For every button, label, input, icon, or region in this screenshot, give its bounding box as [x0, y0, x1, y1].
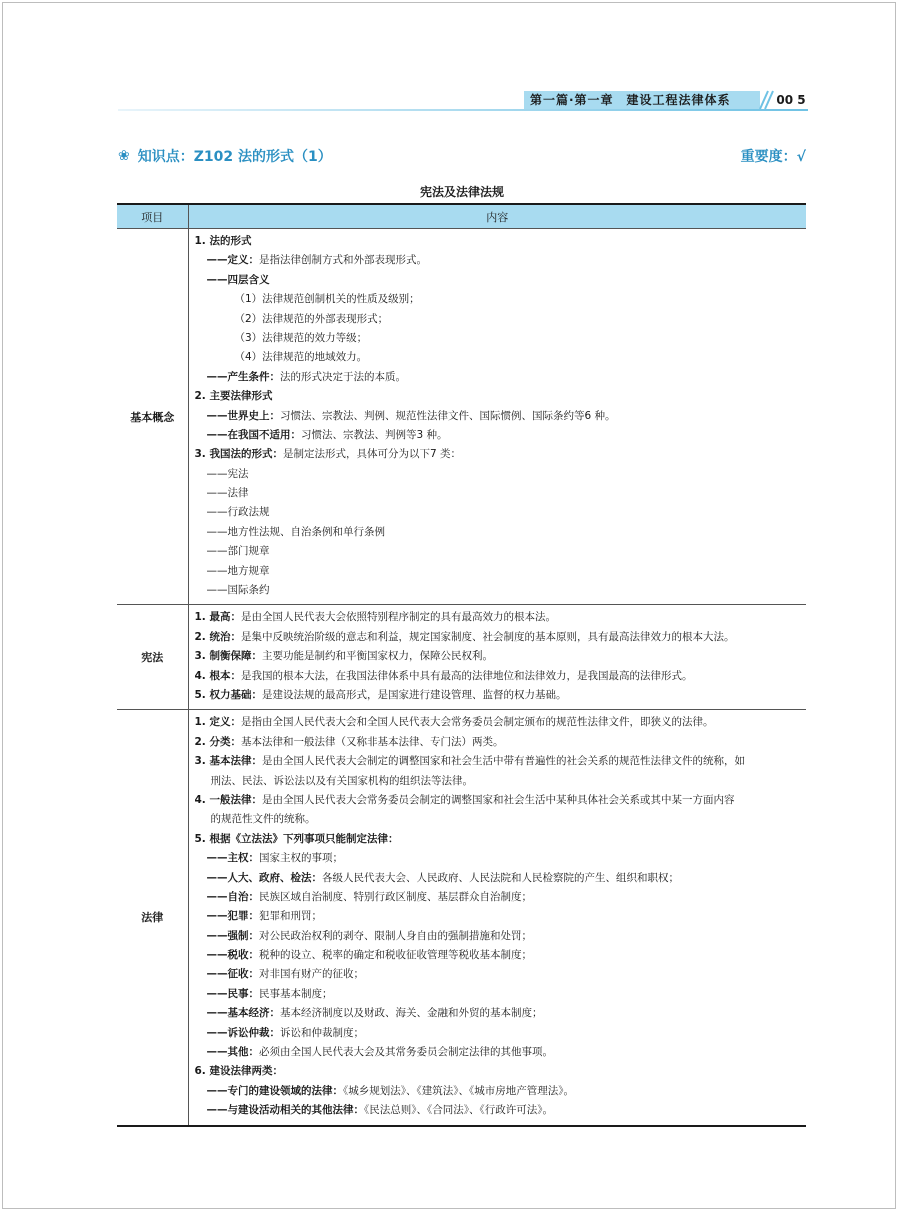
line-text: （3）法律规范的效力等级； — [234, 331, 368, 344]
line-heading: ——在我国不适用： — [206, 428, 301, 441]
content-line — [195, 445, 807, 464]
content-line — [195, 772, 807, 791]
line-text: 必须由全国人民代表大会及其常务委员会制定法律的其他事项。 — [259, 1046, 553, 1059]
line-text: ——部门规章 — [206, 545, 270, 558]
column-header-content: 内容 — [188, 204, 806, 229]
line-text: 犯罪和刑罚； — [259, 910, 322, 923]
line-text: 《民法总则》、《合同法》、《行政许可法》。 — [364, 1104, 553, 1117]
content-line — [195, 562, 807, 581]
line-heading: ——世界史上： — [206, 409, 280, 422]
content-line — [195, 1062, 807, 1081]
line-heading: ——产生条件： — [206, 370, 280, 383]
section-content — [188, 710, 806, 1126]
line-heading: ——征收： — [206, 968, 259, 981]
line-text: （1）法律规范创制机关的性质及级别； — [234, 293, 420, 306]
page-number: 00 5 — [776, 93, 806, 107]
line-text: 民事基本制度； — [259, 987, 333, 1000]
content-line — [195, 484, 807, 503]
line-heading: ——主权： — [206, 852, 259, 865]
line-heading: 1. 定义： — [194, 716, 241, 729]
line-heading: ——与建设活动相关的其他法律： — [206, 1104, 364, 1117]
line-text: 基本法律和一般法律（又称非基本法律、专门法）两类。 — [240, 735, 504, 748]
line-heading: 4. 一般法律： — [194, 793, 262, 806]
importance-rating: 重要度：√ — [740, 149, 806, 165]
content-line — [195, 830, 807, 849]
line-heading: 2. 分类： — [194, 735, 241, 748]
line-text: ——地方性法规、自治条例和单行条例 — [206, 525, 385, 538]
content-line — [195, 985, 807, 1004]
table-row — [117, 229, 806, 605]
content-line — [195, 907, 807, 926]
content-line — [195, 965, 807, 984]
chapter-title: 第一篇·第一章 建设工程法律体系 — [524, 91, 760, 109]
table-row — [117, 710, 806, 1126]
line-text: 的规范性文件的统称。 — [210, 813, 316, 826]
line-text: ——行政法规 — [206, 506, 270, 519]
line-heading: 3. 我国法的形式： — [194, 448, 283, 461]
content-line — [195, 667, 807, 686]
content-line — [195, 465, 807, 484]
table-row — [117, 605, 806, 710]
line-heading: 3. 基本法律： — [194, 755, 262, 768]
line-text: 国家主权的事项； — [259, 852, 343, 865]
content-line — [195, 368, 807, 387]
content-line — [195, 1004, 807, 1023]
content-line — [195, 1024, 807, 1043]
line-text: 主要功能是制约和平衡国家权力，保障公民权利。 — [261, 650, 493, 663]
line-text: （2）法律规范的外部表现形式； — [234, 312, 389, 325]
line-heading: 6. 建设法律两类： — [194, 1065, 283, 1078]
knowledge-point — [118, 146, 332, 166]
line-text: ——地方规章 — [206, 564, 270, 577]
line-heading: ——专门的建设领域的法律： — [206, 1084, 343, 1097]
content-line — [195, 542, 807, 561]
content-line — [195, 713, 807, 732]
content-line — [195, 232, 807, 251]
content-line — [195, 251, 807, 270]
content-line — [195, 888, 807, 907]
section-content — [188, 605, 806, 710]
section-name: 法律 — [117, 710, 188, 1126]
content-line — [195, 1101, 807, 1120]
section-name: 宪法 — [117, 605, 188, 710]
line-text: 是由全国人民代表大会依照特别程序制定的具有最高效力的根本法。 — [240, 611, 556, 624]
line-heading: ——税收： — [206, 949, 259, 962]
content-line — [195, 752, 807, 771]
line-text: ——国际条约 — [206, 584, 270, 597]
law-forms-table — [117, 203, 806, 1127]
content-line — [195, 310, 807, 329]
content-line — [195, 271, 807, 290]
line-text: ——法律 — [206, 487, 249, 500]
line-heading: 5. 根据《立法法》下列事项只能制定法律： — [194, 832, 399, 845]
content-line — [195, 869, 807, 888]
line-text: 对非国有财产的征收； — [259, 968, 364, 981]
line-heading: ——强制： — [206, 929, 259, 942]
content-line — [195, 647, 807, 666]
content-line — [195, 810, 807, 829]
column-header-item: 项目 — [117, 204, 188, 229]
line-text: 法的形式决定于法的本质。 — [280, 370, 406, 383]
table-title: 宪法及法律法规 — [419, 185, 504, 199]
line-text: 税种的设立、税率的确定和税收征收管理等税收基本制度； — [259, 949, 532, 962]
header-rule — [118, 109, 808, 111]
line-heading: ——其他： — [206, 1046, 259, 1059]
line-text: 习惯法、宗教法、判例等3 种。 — [301, 428, 448, 441]
content-line — [195, 348, 807, 367]
line-text: 是由全国人民代表大会常务委员会制定的调整国家和社会生活中某种具体社会关系或其中某一方面内容 — [261, 793, 735, 806]
line-heading: 5. 权力基础： — [194, 688, 262, 701]
content-line — [195, 329, 807, 348]
knowledge-point-label: 知识点：Z102 法的形式（1） — [137, 149, 332, 165]
content-line — [195, 608, 807, 627]
line-text: 是制定法形式，具体可分为以下7 类： — [282, 448, 461, 461]
line-text: 对公民政治权利的剥夺、限制人身自由的强制措施和处罚； — [259, 929, 532, 942]
line-heading: 1. 最高： — [194, 611, 241, 624]
line-heading: 1. 法的形式 — [194, 235, 252, 247]
line-text: 是指由全国人民代表大会和全国人民代表大会常务委员会制定颁布的规范性法律文件，即狭义的法律。 — [240, 716, 714, 729]
line-heading: 4. 根本： — [194, 669, 241, 682]
line-heading: ——四层含义 — [206, 273, 270, 286]
line-text: 诉讼和仲裁制度； — [280, 1026, 364, 1039]
section-name: 基本概念 — [117, 229, 188, 605]
line-text: 是指法律创制方式和外部表现形式。 — [259, 254, 427, 267]
line-heading: ——诉讼仲裁： — [206, 1026, 280, 1039]
content-line — [195, 387, 807, 406]
content-line — [195, 581, 807, 600]
content-line — [195, 407, 807, 426]
content-line — [195, 503, 807, 522]
running-header — [118, 91, 808, 111]
line-heading: ——定义： — [206, 254, 259, 267]
line-text: 是集中反映统治阶级的意志和利益，规定国家制度、社会制度的基本原则，具有最高法律效力的根本大法。 — [240, 630, 735, 643]
line-heading: ——人大、政府、检法： — [206, 871, 322, 884]
line-heading: 2. 统治： — [194, 630, 241, 643]
section-content — [188, 229, 806, 605]
line-text: ——宪法 — [206, 467, 249, 480]
line-heading: ——民事： — [206, 987, 259, 1000]
line-text: 习惯法、宗教法、判例、规范性法律文件、国际惯例、国际条约等6 种。 — [280, 409, 616, 422]
content-line — [195, 686, 807, 705]
content-line — [195, 290, 807, 309]
line-text: 各级人民代表大会、人民政府、人民法院和人民检察院的产生、组织和职权； — [322, 871, 679, 884]
content-line — [195, 426, 807, 445]
line-text: 基本经济制度以及财政、海关、金融和外贸的基本制度； — [280, 1007, 543, 1020]
line-heading: 2. 主要法律形式 — [194, 390, 273, 403]
line-heading: 3. 制衡保障： — [194, 650, 262, 663]
content-line — [195, 927, 807, 946]
content-line — [195, 791, 807, 810]
content-line — [195, 733, 807, 752]
line-text: 《城乡规划法》、《建筑法》、《城市房地产管理法》。 — [343, 1084, 574, 1097]
line-text: 是我国的根本大法，在我国法律体系中具有最高的法律地位和法律效力，是我国最高的法律形式。 — [240, 669, 693, 682]
flower-icon: ❀ — [118, 148, 130, 164]
line-text: 是建设法规的最高形式，是国家进行建设管理、监督的权力基础。 — [261, 688, 567, 701]
line-text: 是由全国人民代表大会制定的调整国家和社会生活中带有普遍性的社会关系的规范性法律文件的统称，如 — [261, 755, 745, 768]
line-text: 民族区域自治制度、特别行政区制度、基层群众自治制度； — [259, 890, 532, 903]
content-line — [195, 849, 807, 868]
line-heading: ——犯罪： — [206, 910, 259, 923]
content-line — [195, 1043, 807, 1062]
content-line — [195, 628, 807, 647]
line-heading: ——自治： — [206, 890, 259, 903]
content-line — [195, 523, 807, 542]
line-text: （4）法律规范的地域效力。 — [234, 351, 368, 364]
content-line — [195, 1082, 807, 1101]
line-text: 刑法、民法、诉讼法以及有关国家机构的组织法等法律。 — [210, 774, 473, 787]
content-line — [195, 946, 807, 965]
line-heading: ——基本经济： — [206, 1007, 280, 1020]
